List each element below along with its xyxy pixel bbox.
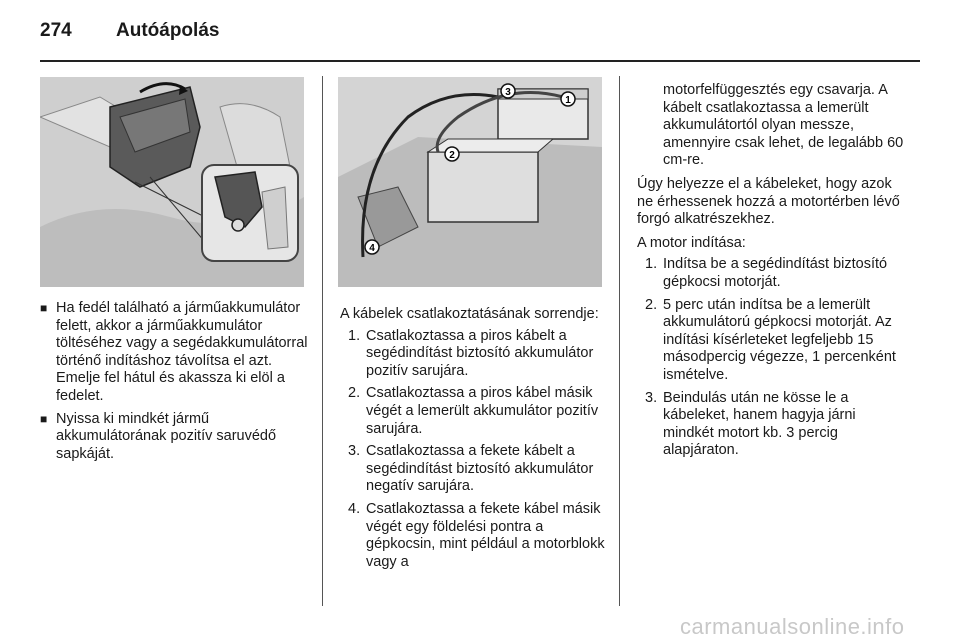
- jump-start-drawing: [338, 77, 602, 287]
- step-continuation: motorfelfüggesztés egy csavarja. A kábelt csatlakoztassa a lemerült akkumulátortól olyan messze, amennyire csak lehet, de legalább 60 cm-re.: [663, 82, 904, 169]
- step-text: Csatlakoztassa a fekete kábel másik végét egy földelési pontra a gépkocsin, mint például a motorblokk vagy a: [366, 500, 605, 570]
- list-item: [340, 501, 605, 571]
- callout-marker-1: [561, 92, 575, 106]
- bullet-item: [40, 411, 308, 464]
- step-number: 2.: [645, 296, 658, 313]
- step-text: Indítsa be a segédindítást biztosító gépkocsi motorját.: [663, 256, 888, 290]
- header-rule: [40, 60, 920, 62]
- step-number: 1.: [348, 327, 361, 344]
- placement-paragraph: Úgy helyezze el a kábeleket, hogy azok ne érhessenek hozzá a motortérben lévő forgó alkatrészekhez.: [637, 175, 900, 228]
- step-number: 1.: [645, 256, 658, 273]
- step-number: 3.: [348, 443, 361, 460]
- start-intro: A motor indítása:: [637, 234, 746, 251]
- list-item: [340, 443, 605, 496]
- bullet-text: Nyissa ki mindkét jármű akkumulátorának pozitív saruvédő sapkáját.: [56, 410, 277, 462]
- connection-intro: A kábelek csatlakoztatásának sorrendje:: [340, 306, 599, 322]
- step-number: 2.: [348, 385, 361, 402]
- bullet-square-icon: ■: [40, 301, 48, 315]
- callout-label-4: 4: [369, 243, 375, 254]
- bullet-list: [40, 300, 308, 468]
- page-header: [40, 20, 219, 44]
- start-steps: [637, 256, 905, 460]
- jump-start-cable-illustration: [338, 77, 602, 287]
- step-text: Beindulás után ne kösse le a kábeleket, hanem hagyja járni mindkét motort kb. 3 percig alapjáraton.: [663, 389, 856, 459]
- callout-marker-2: [445, 147, 459, 161]
- step-text: Csatlakoztassa a piros kábel másik végét a lemerült akkumulátor pozitív sarujára.: [366, 385, 599, 437]
- battery-cover-drawing: [40, 77, 304, 287]
- bullet-square-icon: ■: [40, 411, 48, 426]
- callout-marker-3: [501, 84, 515, 98]
- list-item: [340, 328, 605, 381]
- bullet-text: Ha fedél található a járműakkumulátor felett, akkor a járműakkumulátor töltéséhez vagy a segédakkumulátorral történő indításhoz távolítsa el azt. Emelje fel hátul és akassza ki elöl a fedelet.: [56, 300, 308, 404]
- section-title: Autóápolás: [116, 20, 220, 41]
- page-number: 274: [40, 20, 72, 41]
- step-number: 4.: [348, 500, 361, 517]
- connection-order-section: [340, 306, 605, 576]
- step-text: Csatlakoztassa a fekete kábelt a segédindítást biztosító akkumulátor negatív sarujára.: [366, 443, 594, 495]
- list-item: [637, 297, 905, 385]
- callout-label-1: 1: [565, 95, 571, 106]
- watermark: carmanualsonline.info: [680, 614, 905, 639]
- bullet-item: [40, 300, 308, 406]
- column-divider-1: [322, 76, 323, 606]
- battery-cover-illustration: [40, 77, 304, 287]
- step-text: 5 perc után indítsa be a lemerült akkumulátorú gépkocsi motorját. Az indítási kísérleteket legfeljebb 15 másodpercig végezze, 1 percenként ismételve.: [663, 296, 896, 383]
- step-number: 3.: [645, 389, 658, 406]
- connection-steps: [340, 328, 605, 572]
- list-item: [637, 390, 905, 460]
- list-item: [637, 256, 905, 291]
- callout-marker-4: [365, 240, 379, 254]
- callout-label-3: 3: [505, 87, 511, 98]
- step-text: Csatlakoztassa a piros kábelt a segédindítást biztosító akkumulátor pozitív sarujára.: [366, 327, 594, 379]
- callout-label-2: 2: [449, 150, 455, 161]
- list-item: [340, 385, 605, 438]
- right-column: [637, 82, 905, 465]
- column-divider-2: [619, 76, 620, 606]
